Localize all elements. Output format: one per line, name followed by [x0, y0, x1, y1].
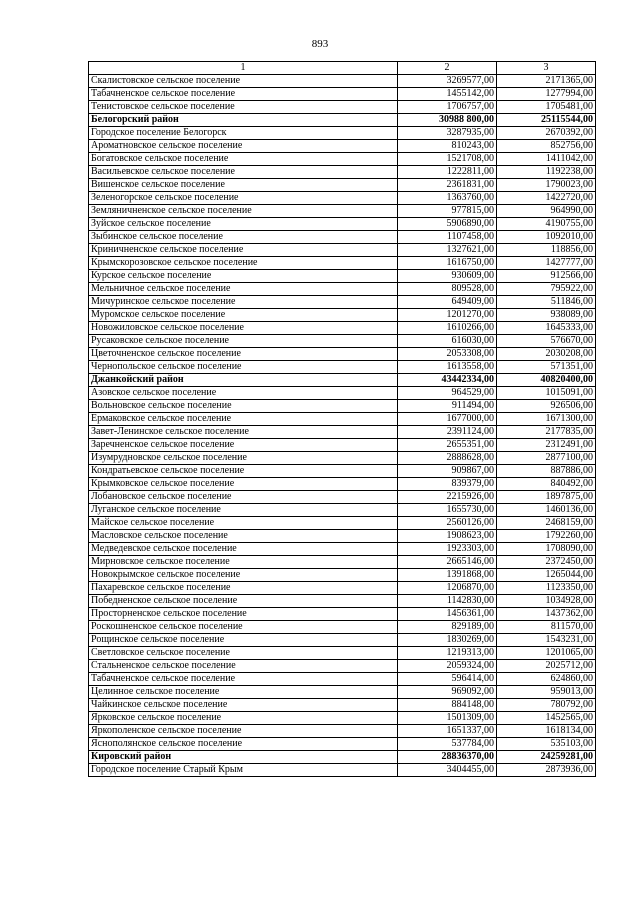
settlement-name-cell: Яснополянское сельское поселение — [89, 738, 398, 751]
table-row — [89, 257, 596, 270]
settlement-name-cell: Городское поселение Старый Крым — [89, 764, 398, 777]
settlement-name-cell: Лобановское сельское поселение — [89, 491, 398, 504]
settlement-name-cell: Роскошненское сельское поселение — [89, 621, 398, 634]
column-3-value-cell: 1192238,00 — [497, 166, 596, 179]
column-2-value-cell: 5906890,00 — [398, 218, 497, 231]
table-row — [89, 634, 596, 647]
column-2-value-cell: 1616750,00 — [398, 257, 497, 270]
column-2-value-cell: 1521708,00 — [398, 153, 497, 166]
table-row — [89, 231, 596, 244]
table-row — [89, 699, 596, 712]
column-3-value-cell: 1015091,00 — [497, 387, 596, 400]
column-3-value-cell: 535103,00 — [497, 738, 596, 751]
table-row — [89, 504, 596, 517]
page-number: 893 — [311, 38, 329, 50]
settlement-name-cell: Курское сельское поселение — [89, 270, 398, 283]
column-3-value-cell: 1092010,00 — [497, 231, 596, 244]
settlement-name-cell: Ярковское сельское поселение — [89, 712, 398, 725]
table-row — [89, 556, 596, 569]
settlement-name-cell: Богатовское сельское поселение — [89, 153, 398, 166]
column-3-value-cell: 2030208,00 — [497, 348, 596, 361]
column-2-value-cell: 2053308,00 — [398, 348, 497, 361]
settlement-name-cell: Зыбинское сельское поселение — [89, 231, 398, 244]
column-3-value-cell: 1034928,00 — [497, 595, 596, 608]
column-2-value-cell: 1501309,00 — [398, 712, 497, 725]
table-row — [89, 582, 596, 595]
settlement-name-cell: Ермаковское сельское поселение — [89, 413, 398, 426]
settlement-name-cell: Городское поселение Белогорск — [89, 127, 398, 140]
settlement-name-cell: Табачненское сельское поселение — [89, 673, 398, 686]
column-3-value-cell: 1705481,00 — [497, 101, 596, 114]
column-3-value-cell: 959013,00 — [497, 686, 596, 699]
settlement-name-cell: Тенистовское сельское поселение — [89, 101, 398, 114]
settlement-name-cell: Просторненское сельское поселение — [89, 608, 398, 621]
table-row — [89, 153, 596, 166]
column-2-value-cell: 1391868,00 — [398, 569, 497, 582]
table-row — [89, 673, 596, 686]
table-row — [89, 75, 596, 88]
table-row — [89, 283, 596, 296]
settlement-name-cell: Кировский район — [89, 751, 398, 764]
column-2-value-cell: 3269577,00 — [398, 75, 497, 88]
column-header-3: 3 — [497, 62, 596, 75]
column-3-value-cell: 1422720,00 — [497, 192, 596, 205]
column-2-value-cell: 911494,00 — [398, 400, 497, 413]
table-row — [89, 88, 596, 101]
column-2-value-cell: 1219313,00 — [398, 647, 497, 660]
settlement-name-cell: Белогорский район — [89, 114, 398, 127]
column-3-value-cell: 780792,00 — [497, 699, 596, 712]
column-2-value-cell: 2665146,00 — [398, 556, 497, 569]
settlement-name-cell: Чернопольское сельское поселение — [89, 361, 398, 374]
column-2-value-cell: 1610266,00 — [398, 322, 497, 335]
column-2-value-cell: 1677000,00 — [398, 413, 497, 426]
district-total-row — [89, 374, 596, 387]
table-row — [89, 322, 596, 335]
column-2-value-cell: 616030,00 — [398, 335, 497, 348]
table-row — [89, 686, 596, 699]
column-2-value-cell: 2361831,00 — [398, 179, 497, 192]
column-2-value-cell: 1651337,00 — [398, 725, 497, 738]
column-2-value-cell: 1201270,00 — [398, 309, 497, 322]
column-2-value-cell: 2059324,00 — [398, 660, 497, 673]
settlement-name-cell: Азовское сельское поселение — [89, 387, 398, 400]
column-3-value-cell: 840492,00 — [497, 478, 596, 491]
column-2-value-cell: 969092,00 — [398, 686, 497, 699]
settlement-name-cell: Яркополенское сельское поселение — [89, 725, 398, 738]
table-row — [89, 335, 596, 348]
column-3-value-cell: 2468159,00 — [497, 517, 596, 530]
table-row — [89, 712, 596, 725]
settlement-name-cell: Майское сельское поселение — [89, 517, 398, 530]
settlement-name-cell: Рощинское сельское поселение — [89, 634, 398, 647]
column-2-value-cell: 2655351,00 — [398, 439, 497, 452]
table-row — [89, 595, 596, 608]
column-3-value-cell: 1452565,00 — [497, 712, 596, 725]
column-3-value-cell: 1792260,00 — [497, 530, 596, 543]
settlement-name-cell: Криничненское сельское поселение — [89, 244, 398, 257]
column-3-value-cell: 1671300,00 — [497, 413, 596, 426]
column-3-value-cell: 118856,00 — [497, 244, 596, 257]
column-2-value-cell: 2888628,00 — [398, 452, 497, 465]
column-3-value-cell: 1265044,00 — [497, 569, 596, 582]
settlement-name-cell: Завет-Ленинское сельское поселение — [89, 426, 398, 439]
table-row — [89, 140, 596, 153]
column-3-value-cell: 1277994,00 — [497, 88, 596, 101]
column-3-value-cell: 2873936,00 — [497, 764, 596, 777]
column-3-value-cell: 912566,00 — [497, 270, 596, 283]
table-row — [89, 309, 596, 322]
settlement-name-cell: Заречненское сельское поселение — [89, 439, 398, 452]
column-3-value-cell: 926506,00 — [497, 400, 596, 413]
column-2-value-cell: 1455142,00 — [398, 88, 497, 101]
settlement-name-cell: Васильевское сельское поселение — [89, 166, 398, 179]
table-body — [89, 75, 596, 777]
column-2-value-cell: 30988 800,00 — [398, 114, 497, 127]
column-2-value-cell: 1327621,00 — [398, 244, 497, 257]
table-row — [89, 400, 596, 413]
settlement-name-cell: Пахаревское сельское поселение — [89, 582, 398, 595]
table-row — [89, 270, 596, 283]
settlement-name-cell: Масловское сельское поселение — [89, 530, 398, 543]
settlement-name-cell: Муромское сельское поселение — [89, 309, 398, 322]
column-2-value-cell: 1613558,00 — [398, 361, 497, 374]
column-2-value-cell: 909867,00 — [398, 465, 497, 478]
table-header-row — [89, 62, 596, 75]
column-2-value-cell: 1830269,00 — [398, 634, 497, 647]
column-3-value-cell: 2670392,00 — [497, 127, 596, 140]
column-2-value-cell: 809528,00 — [398, 283, 497, 296]
table-row — [89, 127, 596, 140]
column-3-value-cell: 1427777,00 — [497, 257, 596, 270]
column-header-2: 2 — [398, 62, 497, 75]
column-2-value-cell: 1908623,00 — [398, 530, 497, 543]
table-row — [89, 543, 596, 556]
settlement-name-cell: Мичуринское сельское поселение — [89, 296, 398, 309]
column-3-value-cell: 1123350,00 — [497, 582, 596, 595]
settlement-name-cell: Скалистовское сельское поселение — [89, 75, 398, 88]
settlement-name-cell: Медведевское сельское поселение — [89, 543, 398, 556]
column-2-value-cell: 1222811,00 — [398, 166, 497, 179]
column-2-value-cell: 1706757,00 — [398, 101, 497, 114]
settlement-name-cell: Зуйское сельское поселение — [89, 218, 398, 231]
column-3-value-cell: 1543231,00 — [497, 634, 596, 647]
table-row — [89, 166, 596, 179]
table-row — [89, 192, 596, 205]
table-row — [89, 452, 596, 465]
column-2-value-cell: 964529,00 — [398, 387, 497, 400]
table-row — [89, 413, 596, 426]
column-3-value-cell: 1790023,00 — [497, 179, 596, 192]
district-total-row — [89, 114, 596, 127]
settlement-name-cell: Ароматновское сельское поселение — [89, 140, 398, 153]
column-2-value-cell: 810243,00 — [398, 140, 497, 153]
column-2-value-cell: 884148,00 — [398, 699, 497, 712]
column-2-value-cell: 2215926,00 — [398, 491, 497, 504]
table-row — [89, 179, 596, 192]
settlement-name-cell: Зеленогорское сельское поселение — [89, 192, 398, 205]
column-3-value-cell: 811570,00 — [497, 621, 596, 634]
column-3-value-cell: 24259281,00 — [497, 751, 596, 764]
table-row — [89, 660, 596, 673]
table-row — [89, 608, 596, 621]
column-2-value-cell: 930609,00 — [398, 270, 497, 283]
column-header-1: 1 — [89, 62, 398, 75]
settlement-name-cell: Новожиловское сельское поселение — [89, 322, 398, 335]
column-3-value-cell: 624860,00 — [497, 673, 596, 686]
column-3-value-cell: 576670,00 — [497, 335, 596, 348]
column-3-value-cell: 1645333,00 — [497, 322, 596, 335]
column-2-value-cell: 1923303,00 — [398, 543, 497, 556]
column-3-value-cell: 25115544,00 — [497, 114, 596, 127]
table-row — [89, 621, 596, 634]
column-2-value-cell: 3287935,00 — [398, 127, 497, 140]
settlement-name-cell: Табачненское сельское поселение — [89, 88, 398, 101]
table-row — [89, 738, 596, 751]
table-row — [89, 101, 596, 114]
column-3-value-cell: 1411042,00 — [497, 153, 596, 166]
settlement-name-cell: Стальненское сельское поселение — [89, 660, 398, 673]
settlement-name-cell: Вишенское сельское поселение — [89, 179, 398, 192]
column-3-value-cell: 2171365,00 — [497, 75, 596, 88]
settlement-name-cell: Крымковское сельское поселение — [89, 478, 398, 491]
column-3-value-cell: 964990,00 — [497, 205, 596, 218]
settlement-name-cell: Джанкойский район — [89, 374, 398, 387]
column-2-value-cell: 1107458,00 — [398, 231, 497, 244]
column-2-value-cell: 2560126,00 — [398, 517, 497, 530]
settlement-name-cell: Русаковское сельское поселение — [89, 335, 398, 348]
column-2-value-cell: 1456361,00 — [398, 608, 497, 621]
table-row — [89, 530, 596, 543]
table-row — [89, 569, 596, 582]
column-3-value-cell: 1708090,00 — [497, 543, 596, 556]
column-3-value-cell: 938089,00 — [497, 309, 596, 322]
table-row — [89, 296, 596, 309]
budget-table — [88, 61, 596, 777]
settlement-name-cell: Кондратьевское сельское поселение — [89, 465, 398, 478]
table-row — [89, 244, 596, 257]
column-3-value-cell: 2177835,00 — [497, 426, 596, 439]
table-row — [89, 647, 596, 660]
table-row — [89, 387, 596, 400]
table-row — [89, 517, 596, 530]
table-row — [89, 491, 596, 504]
column-3-value-cell: 1460136,00 — [497, 504, 596, 517]
column-2-value-cell: 596414,00 — [398, 673, 497, 686]
column-3-value-cell: 1437362,00 — [497, 608, 596, 621]
table-row — [89, 348, 596, 361]
column-3-value-cell: 511846,00 — [497, 296, 596, 309]
district-total-row — [89, 751, 596, 764]
column-2-value-cell: 977815,00 — [398, 205, 497, 218]
table-row — [89, 465, 596, 478]
column-3-value-cell: 1897875,00 — [497, 491, 596, 504]
settlement-name-cell: Вольновское сельское поселение — [89, 400, 398, 413]
column-2-value-cell: 43442334,00 — [398, 374, 497, 387]
settlement-name-cell: Мельничное сельское поселение — [89, 283, 398, 296]
column-3-value-cell: 2312491,00 — [497, 439, 596, 452]
column-2-value-cell: 829189,00 — [398, 621, 497, 634]
settlement-name-cell: Цветочненское сельское поселение — [89, 348, 398, 361]
settlement-name-cell: Изумрудновское сельское поселение — [89, 452, 398, 465]
column-2-value-cell: 649409,00 — [398, 296, 497, 309]
table-row — [89, 764, 596, 777]
settlement-name-cell: Луганское сельское поселение — [89, 504, 398, 517]
column-3-value-cell: 2877100,00 — [497, 452, 596, 465]
column-3-value-cell: 887886,00 — [497, 465, 596, 478]
column-3-value-cell: 571351,00 — [497, 361, 596, 374]
table-row — [89, 725, 596, 738]
table-row — [89, 361, 596, 374]
column-3-value-cell: 2372450,00 — [497, 556, 596, 569]
column-3-value-cell: 795922,00 — [497, 283, 596, 296]
settlement-name-cell: Целинное сельское поселение — [89, 686, 398, 699]
table-row — [89, 439, 596, 452]
column-3-value-cell: 1618134,00 — [497, 725, 596, 738]
settlement-name-cell: Светловское сельское поселение — [89, 647, 398, 660]
table-row — [89, 426, 596, 439]
column-3-value-cell: 2025712,00 — [497, 660, 596, 673]
settlement-name-cell: Новокрымское сельское поселение — [89, 569, 398, 582]
column-3-value-cell: 40820400,00 — [497, 374, 596, 387]
column-2-value-cell: 1363760,00 — [398, 192, 497, 205]
settlement-name-cell: Земляничненское сельское поселение — [89, 205, 398, 218]
column-2-value-cell: 1655730,00 — [398, 504, 497, 517]
column-3-value-cell: 1201065,00 — [497, 647, 596, 660]
column-2-value-cell: 839379,00 — [398, 478, 497, 491]
column-2-value-cell: 28836370,00 — [398, 751, 497, 764]
column-2-value-cell: 1206870,00 — [398, 582, 497, 595]
table-row — [89, 218, 596, 231]
column-3-value-cell: 4190755,00 — [497, 218, 596, 231]
settlement-name-cell: Победненское сельское поселение — [89, 595, 398, 608]
column-3-value-cell: 852756,00 — [497, 140, 596, 153]
table-row — [89, 478, 596, 491]
column-2-value-cell: 537784,00 — [398, 738, 497, 751]
column-2-value-cell: 2391124,00 — [398, 426, 497, 439]
column-2-value-cell: 3404455,00 — [398, 764, 497, 777]
settlement-name-cell: Крымскорозовское сельское поселение — [89, 257, 398, 270]
settlement-name-cell: Чайкинское сельское поселение — [89, 699, 398, 712]
settlement-name-cell: Мирновское сельское поселение — [89, 556, 398, 569]
column-2-value-cell: 1142830,00 — [398, 595, 497, 608]
table-row — [89, 205, 596, 218]
